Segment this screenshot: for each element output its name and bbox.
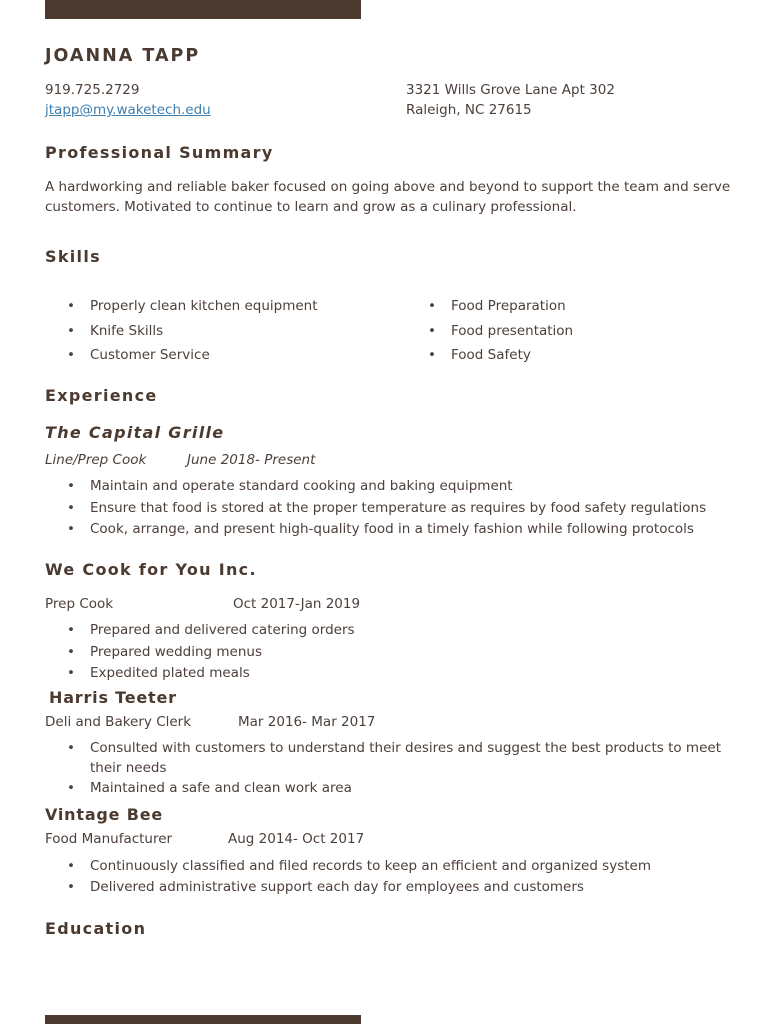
phone-number: 919.725.2729	[45, 82, 140, 98]
list-item: • Continuously classified and filed records to keep an efficient and organized system	[45, 856, 651, 877]
list-item: • Consulted with customers to understand their desires and suggest the best products to meet their needs	[45, 738, 735, 778]
skill-item: • Knife Skills	[45, 319, 318, 344]
list-item: • Prepared wedding menus	[45, 642, 355, 664]
job-bullets	[45, 856, 651, 898]
experience-heading: Experience	[45, 386, 158, 405]
job-bullets	[45, 738, 735, 798]
skills-list-left	[45, 294, 318, 368]
company-name: Vintage Bee	[45, 805, 163, 824]
job-title: Line/Prep Cook	[45, 452, 147, 468]
company-name: The Capital Grille	[45, 423, 225, 442]
summary-text: A hardworking and reliable baker focused on going above and beyond to support the team and serve customers. Motivated to continue to learn and grow as a culinary professional.	[45, 179, 731, 215]
skills-heading: Skills	[45, 247, 101, 266]
company-name: Harris Teeter	[49, 688, 177, 707]
job-title: Food Manufacturer	[45, 831, 173, 847]
skill-item: • Food presentation	[406, 319, 573, 344]
email-link[interactable]: jtapp@my.waketech.edu	[45, 102, 211, 118]
job-dates: Aug 2014- Oct 2017	[228, 831, 365, 847]
job-bullets	[45, 620, 355, 685]
list-item: • Cook, arrange, and present high-quality food in a timely fashion while following protocols	[45, 519, 706, 541]
job-dates: June 2018- Present	[187, 452, 316, 468]
summary-heading: Professional Summary	[45, 143, 274, 162]
job-dates: Oct 2017-Jan 2019	[233, 596, 361, 612]
job-bullets	[45, 476, 706, 541]
skills-list-right	[406, 294, 573, 368]
skill-item: • Food Preparation	[406, 294, 573, 319]
resume-name: JOANNA TAPP	[45, 46, 201, 66]
address-line-1: 3321 Wills Grove Lane Apt 302	[406, 82, 615, 98]
list-item: • Ensure that food is stored at the proper temperature as requires by food safety regulations	[45, 498, 706, 520]
list-item: • Delivered administrative support each day for employees and customers	[45, 877, 651, 898]
job-dates: Mar 2016- Mar 2017	[238, 714, 376, 730]
address-line-2: Raleigh, NC 27615	[406, 102, 532, 118]
company-name: We Cook for You Inc.	[45, 560, 257, 579]
education-heading: Education	[45, 919, 147, 938]
footer-decor-bar	[45, 1015, 361, 1024]
skill-item: • Food Safety	[406, 343, 573, 368]
job-title: Prep Cook	[45, 596, 114, 612]
list-item: • Maintained a safe and clean work area	[45, 778, 735, 798]
skill-item: • Properly clean kitchen equipment	[45, 294, 318, 319]
job-title: Deli and Bakery Clerk	[45, 714, 192, 730]
header-decor-bar	[45, 0, 361, 19]
skill-item: • Customer Service	[45, 343, 318, 368]
list-item: • Maintain and operate standard cooking and baking equipment	[45, 476, 706, 498]
list-item: • Expedited plated meals	[45, 663, 355, 685]
list-item: • Prepared and delivered catering orders	[45, 620, 355, 642]
